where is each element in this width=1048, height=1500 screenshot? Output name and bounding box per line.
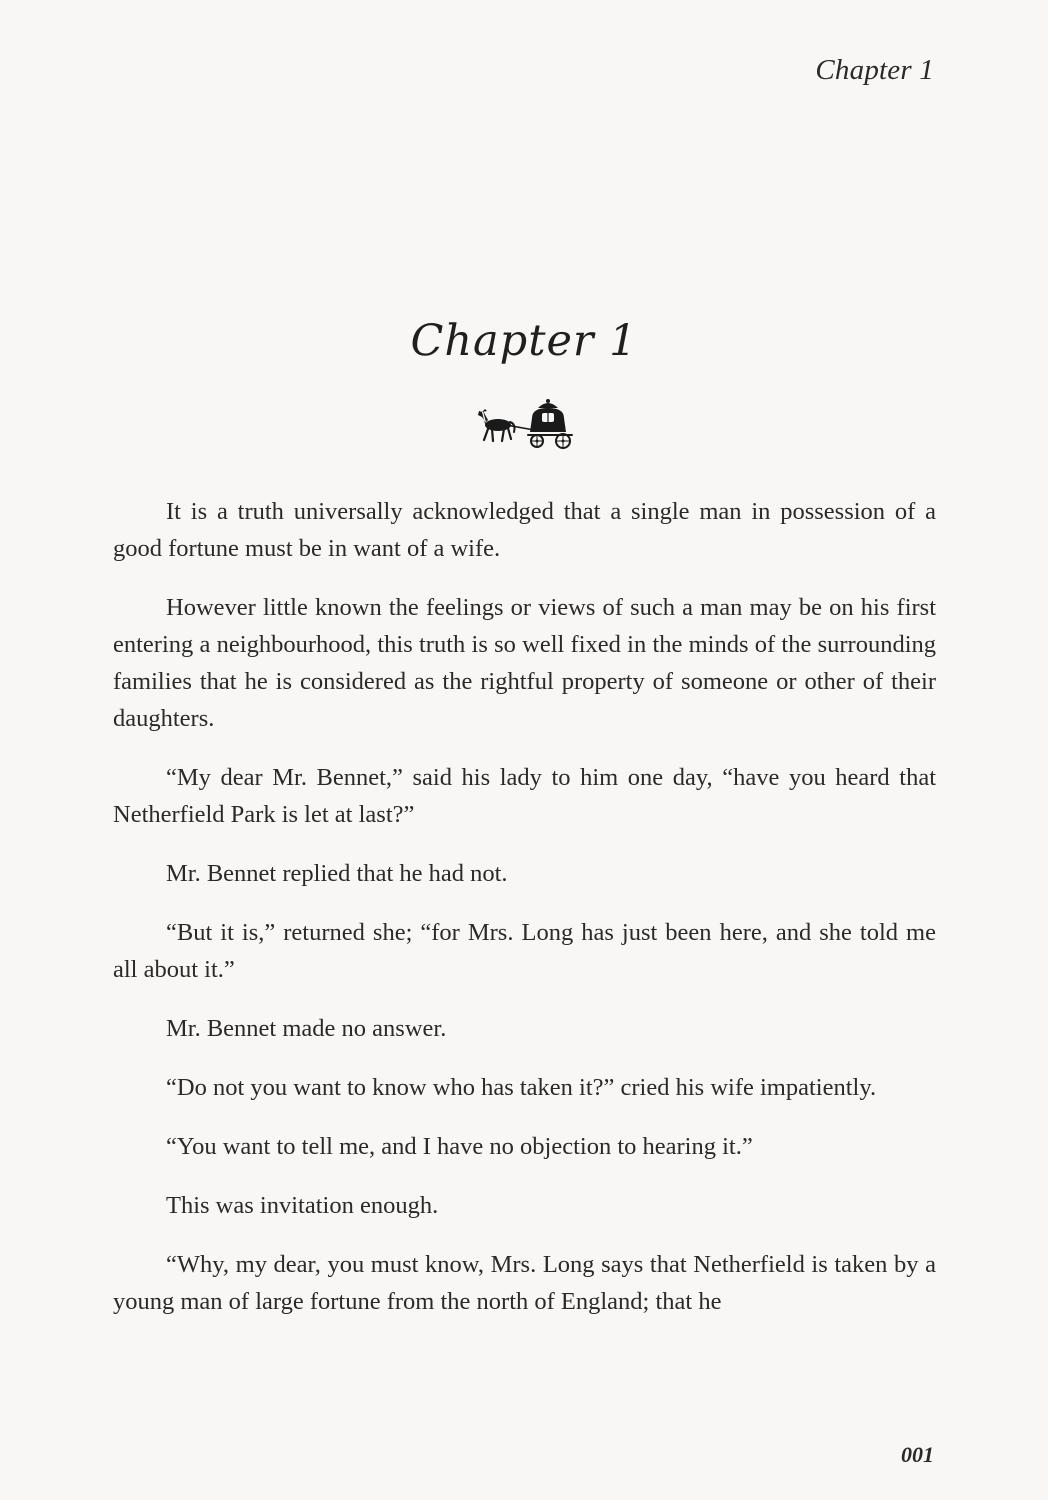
paragraph: It is a truth universally acknowledged that a single man in possession of a good fortune must be in want of a wife.: [113, 498, 936, 562]
paragraph: Mr. Bennet made no answer.: [166, 1015, 447, 1042]
paragraph: This was invitation enough.: [166, 1192, 439, 1219]
page-number: 001: [901, 1442, 934, 1467]
running-head: Chapter 1: [815, 54, 934, 86]
paragraph: “You want to tell me, and I have no objection to hearing it.”: [166, 1133, 753, 1160]
horse-and-carriage-icon: [476, 398, 576, 450]
body-text: [113, 493, 936, 1342]
paragraph: Mr. Bennet replied that he had not.: [166, 860, 508, 887]
chapter-title: Chapter 1: [410, 316, 638, 366]
paragraph: “My dear Mr. Bennet,” said his lady to him one day, “have you heard that Netherfield Park is let at last?”: [113, 764, 936, 828]
paragraph: “But it is,” returned she; “for Mrs. Long has just been here, and she told me all about it.”: [113, 919, 936, 983]
paragraph: However little known the feelings or views of such a man may be on his first entering a neighbourhood, this truth is so well fixed in the minds of the surrounding families that he is considered as the rightful property of someone or other of their daughters.: [113, 594, 936, 732]
paragraph: “Why, my dear, you must know, Mrs. Long says that Netherfield is taken by a young man of large fortune from the north of England; that he: [113, 1251, 936, 1315]
paragraph: “Do not you want to know who has taken it?” cried his wife impatiently.: [166, 1074, 877, 1101]
